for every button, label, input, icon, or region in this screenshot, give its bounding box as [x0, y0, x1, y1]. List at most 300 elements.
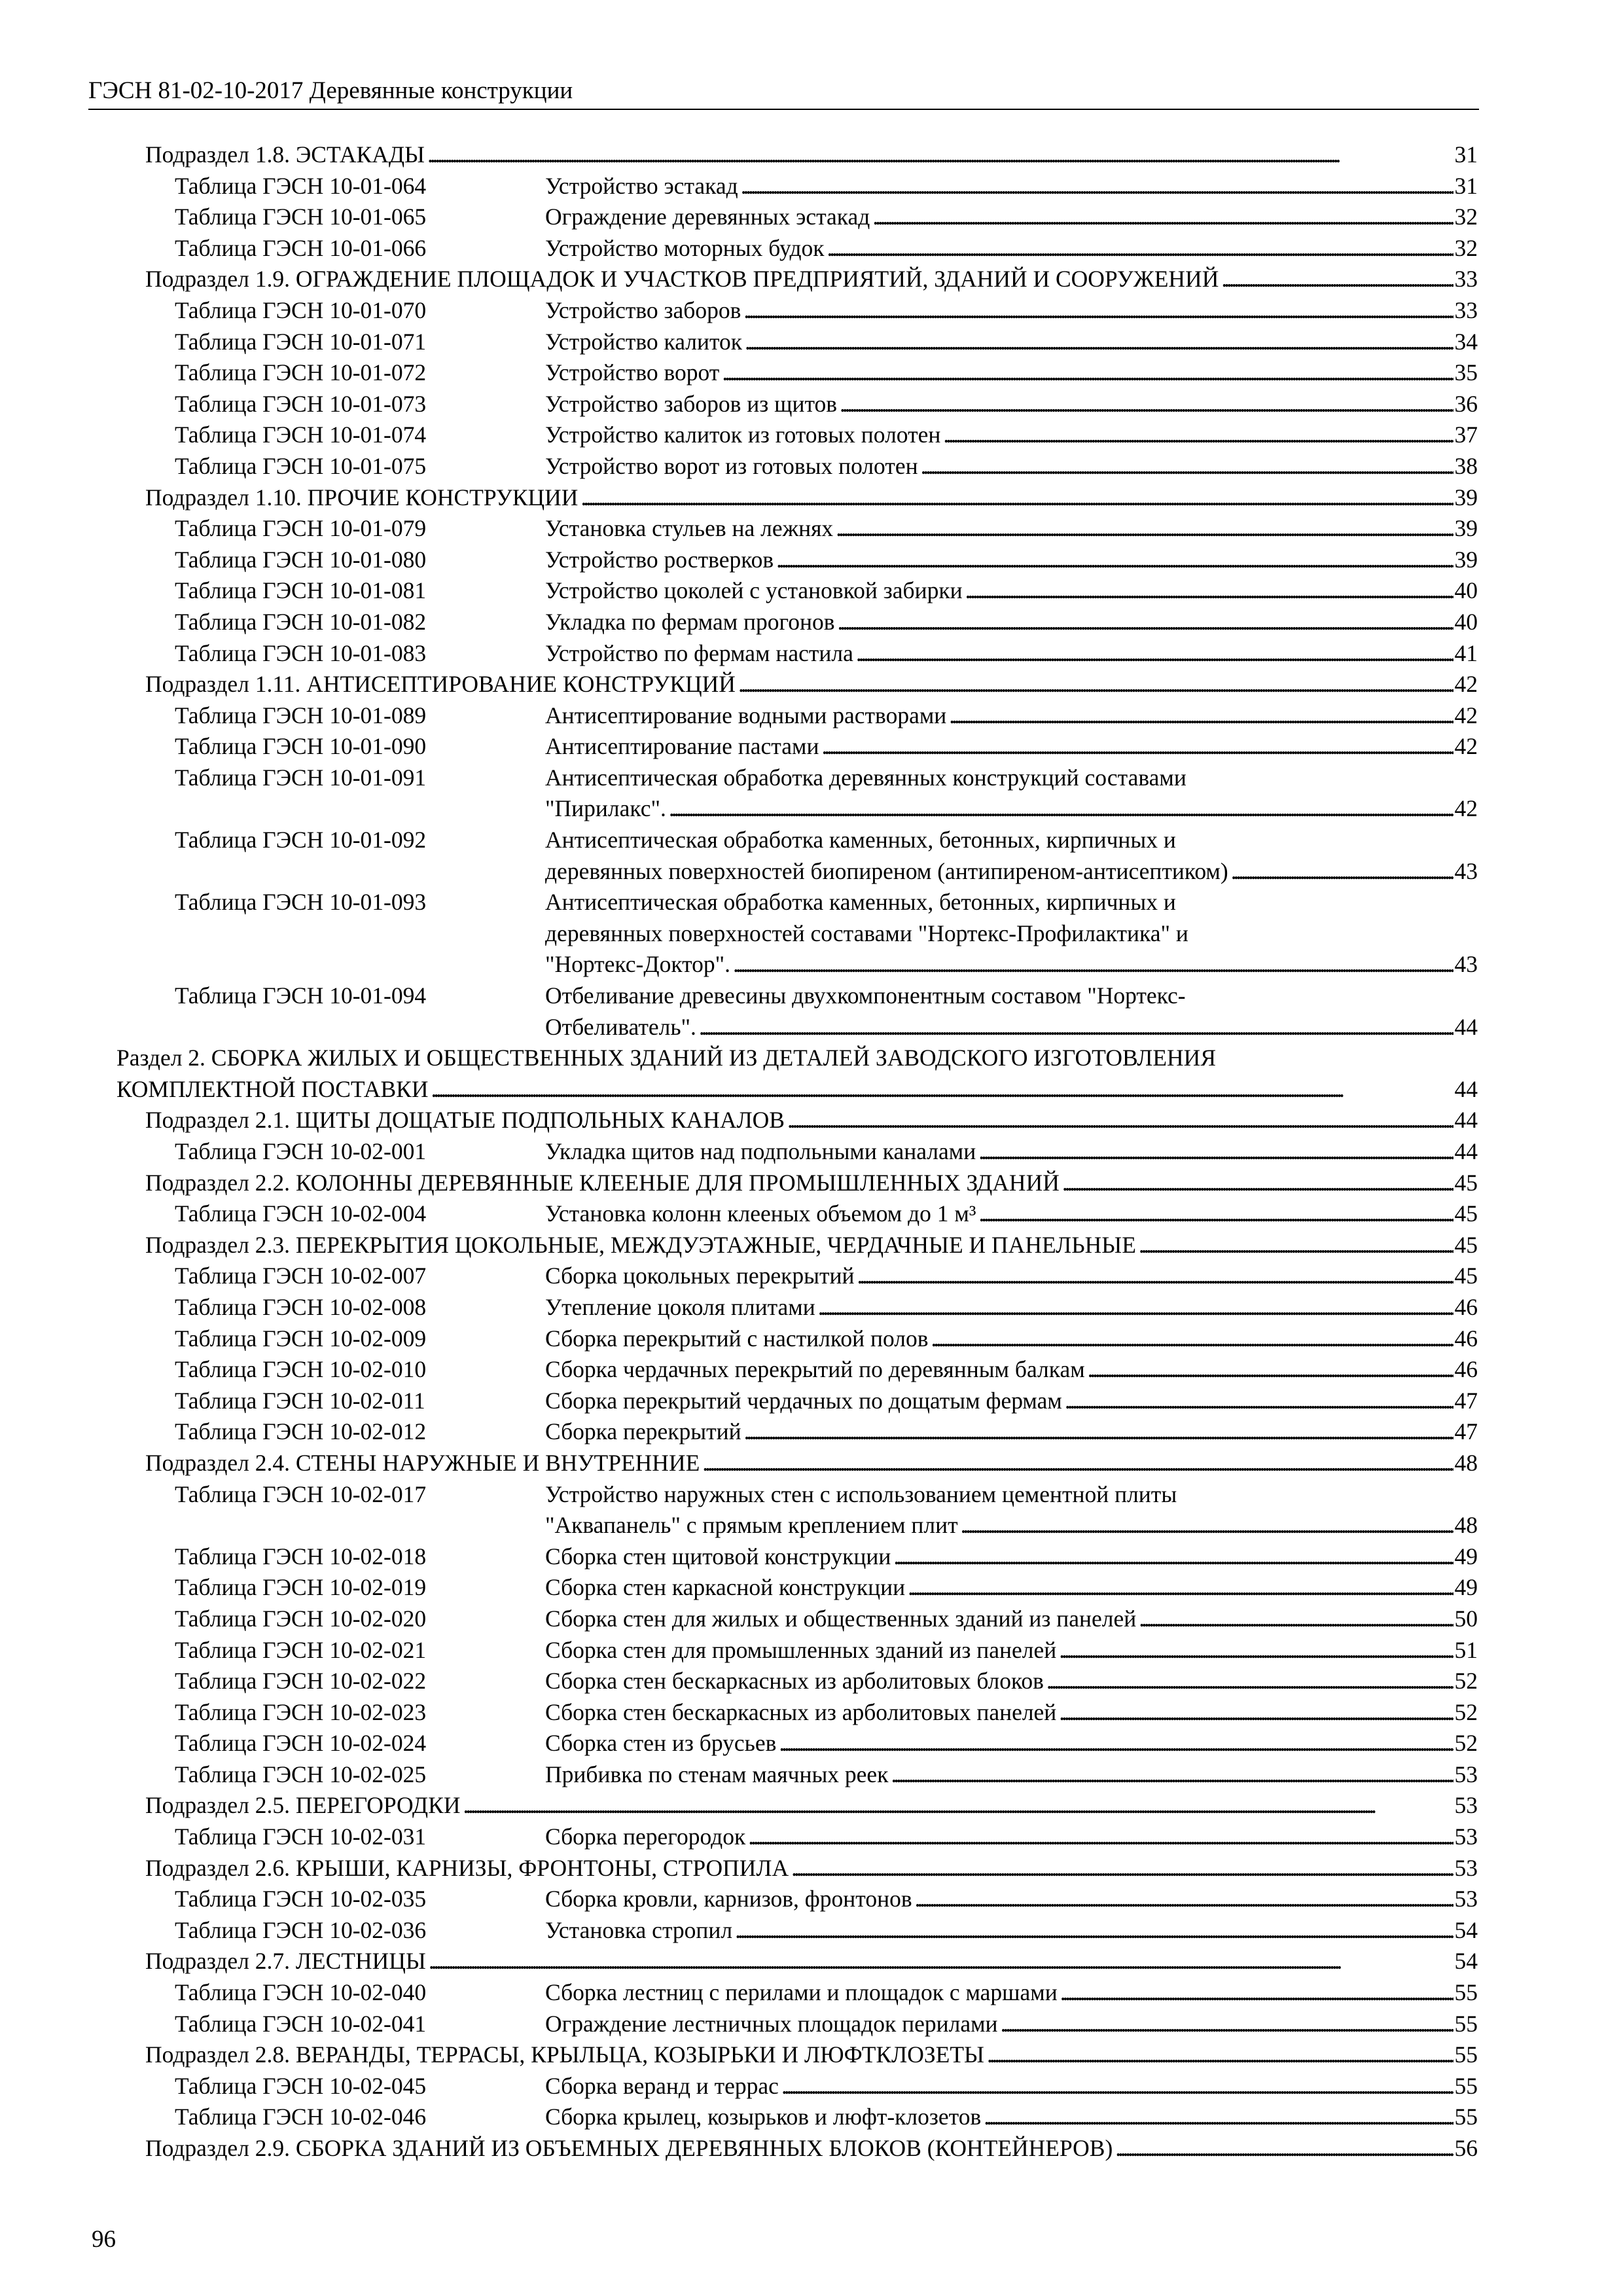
- entry-title: Устройство моторных будок: [545, 233, 827, 264]
- entry-page: 53: [1454, 1884, 1478, 1915]
- toc-line: [0, 1105, 1623, 1136]
- toc-entry-table: [0, 327, 1623, 358]
- entry-title: Подраздел 2.1. ЩИТЫ ДОЩАТЫЕ ПОДПОЛЬНЫХ КАНАЛОВ: [145, 1105, 787, 1136]
- entry-title: Сборка стен из брусьев: [545, 1728, 779, 1759]
- toc-line: [0, 233, 1623, 264]
- table-code: Таблица ГЭСН 10-01-094: [175, 982, 427, 1009]
- table-code: Таблица ГЭСН 10-02-020: [175, 1605, 427, 1632]
- dot-leader: [776, 545, 1453, 576]
- entry-page: 46: [1454, 1323, 1478, 1355]
- toc-line: [0, 357, 1623, 389]
- entry-page: 39: [1454, 545, 1478, 576]
- toc-line: [0, 887, 1623, 918]
- entry-title: Ограждение деревянных эстакад: [545, 202, 872, 233]
- toc-line: [0, 139, 1623, 171]
- toc-entry-table: [0, 638, 1623, 670]
- dot-leader: [787, 1105, 1454, 1136]
- toc-entry-subsection: [0, 2133, 1623, 2164]
- dot-leader: [978, 1136, 1453, 1168]
- toc-entry-subsection: [0, 669, 1623, 700]
- dot-leader: [1139, 1604, 1453, 1635]
- table-code: Таблица ГЭСН 10-02-046: [175, 2104, 427, 2130]
- dot-leader: [702, 1448, 1453, 1479]
- toc-entry-subsection: [0, 1946, 1623, 1977]
- table-code: Таблица ГЭСН 10-01-093: [175, 889, 427, 916]
- table-code: Таблица ГЭСН 10-01-079: [175, 515, 427, 542]
- toc-entry-table: [0, 700, 1623, 732]
- entry-page: 32: [1454, 233, 1478, 264]
- entry-title: Сборка стен бескаркасных из арболитовых панелей: [545, 1697, 1059, 1729]
- entry-title: Отбеливание древесины двухкомпонентным составом "Нортекс-: [545, 982, 1186, 1009]
- table-code: Таблица ГЭСН 10-02-008: [175, 1293, 427, 1320]
- entry-title: Раздел 2. СБОРКА ЖИЛЫХ И ОБЩЕСТВЕННЫХ ЗДАНИЙ ИЗ ДЕТАЛЕЙ ЗАВОДСКОГО ИЗГОТОВЛЕНИЯ: [116, 1045, 1216, 1071]
- toc-line: [0, 1915, 1623, 1946]
- entry-title: КОМПЛЕКТНОЙ ПОСТАВКИ: [116, 1074, 431, 1105]
- table-code: Таблица ГЭСН 10-01-070: [175, 296, 427, 323]
- toc-line: [0, 731, 1623, 762]
- toc-line: [0, 1136, 1623, 1168]
- toc-entry-subsection: [0, 2039, 1623, 2071]
- dot-leader: [738, 669, 1454, 700]
- entry-page: 31: [1454, 171, 1478, 202]
- entry-title: Подраздел 2.8. ВЕРАНДЫ, ТЕРРАСЫ, КРЫЛЬЦА, КОЗЫРЬКИ И ЛЮФТКЛОЗЕТЫ: [145, 2039, 987, 2071]
- table-code: Таблица ГЭСН 10-02-035: [175, 1886, 427, 1912]
- dot-leader: [893, 1541, 1453, 1573]
- toc-line: [0, 1323, 1623, 1355]
- table-code: Таблица ГЭСН 10-02-036: [175, 1916, 427, 1943]
- toc-line: [0, 1821, 1623, 1853]
- dot-leader: [931, 1323, 1453, 1355]
- entry-title: Сборка стен щитовой конструкции: [545, 1541, 893, 1573]
- toc-entry-subsection: [0, 482, 1623, 514]
- entry-title: Установка стульев на лежнях: [545, 513, 836, 545]
- table-code: Таблица ГЭСН 10-02-019: [175, 1574, 427, 1601]
- toc-entry-table: [0, 171, 1623, 202]
- toc-line: [0, 1946, 1623, 1977]
- toc-entry-table: [0, 825, 1623, 887]
- toc-line: [0, 171, 1623, 202]
- dot-leader: [733, 949, 1453, 980]
- dot-leader: [821, 731, 1453, 762]
- table-code: Таблица ГЭСН 10-01-089: [175, 702, 427, 728]
- toc-line: [0, 1386, 1623, 1417]
- toc-entry-table: [0, 1915, 1623, 1946]
- entry-page: 44: [1454, 1136, 1478, 1168]
- table-code: Таблица ГЭСН 10-02-040: [175, 1979, 427, 2006]
- entry-title: Подраздел 2.3. ПЕРЕКРЫТИЯ ЦОКОЛЬНЫЕ, МЕЖДУЭТАЖНЫЕ, ЧЕРДАЧНЫЕ И ПАНЕЛЬНЫЕ: [145, 1230, 1139, 1261]
- toc-entry-table: [0, 389, 1623, 420]
- toc-line: [0, 482, 1623, 514]
- table-code: Таблица ГЭСН 10-02-021: [175, 1636, 427, 1663]
- toc-line: [0, 1790, 1623, 1821]
- table-code: Таблица ГЭСН 10-02-017: [175, 1480, 427, 1507]
- toc-line: [0, 669, 1623, 700]
- dot-leader: [699, 1012, 1454, 1043]
- dot-leader: [943, 420, 1453, 451]
- toc-line: [0, 545, 1623, 576]
- toc-line: [0, 1977, 1623, 2009]
- entry-page: 44: [1454, 1012, 1478, 1043]
- toc-line: [0, 1666, 1623, 1697]
- entry-page: 49: [1454, 1541, 1478, 1573]
- toc-entry-table: [0, 2071, 1623, 2102]
- entry-page: 48: [1454, 1448, 1478, 1479]
- toc-line: [0, 1354, 1623, 1386]
- entry-title: Сборка стен для жилых и общественных зданий из панелей: [545, 1604, 1139, 1635]
- entry-page: 43: [1454, 949, 1478, 980]
- toc-entry-table: [0, 887, 1623, 980]
- toc-line: [0, 607, 1623, 638]
- dot-leader: [984, 2102, 1453, 2133]
- entry-title: Подраздел 1.9. ОГРАЖДЕНИЕ ПЛОЩАДОК И УЧАСТКОВ ПРЕДПРИЯТИЙ, ЗДАНИЙ И СООРУЖЕНИЙ: [145, 264, 1221, 295]
- table-code: Таблица ГЭСН 10-02-045: [175, 2072, 427, 2099]
- dot-leader: [791, 1853, 1453, 1884]
- toc-entry-table: [0, 233, 1623, 264]
- toc-entry-table: [0, 1728, 1623, 1759]
- table-code: Таблица ГЭСН 10-02-001: [175, 1138, 427, 1164]
- table-code: Таблица ГЭСН 10-02-024: [175, 1730, 427, 1757]
- toc-line: [0, 420, 1623, 451]
- toc-entry-section: [0, 1043, 1623, 1105]
- dot-leader: [748, 1821, 1453, 1853]
- dot-leader: [840, 389, 1453, 420]
- dot-leader: [961, 1510, 1454, 1541]
- entry-title: Подраздел 2.5. ПЕРЕГОРОДКИ: [145, 1790, 463, 1821]
- table-code: Таблица ГЭСН 10-02-009: [175, 1325, 427, 1352]
- entry-title: Подраздел 2.4. СТЕНЫ НАРУЖНЫЕ И ВНУТРЕННИЕ: [145, 1448, 702, 1479]
- entry-page: 45: [1454, 1168, 1478, 1199]
- entry-page: 55: [1454, 2039, 1478, 2071]
- dot-leader: [915, 1884, 1454, 1915]
- toc-line: [0, 1510, 1623, 1541]
- table-code: Таблица ГЭСН 10-02-004: [175, 1200, 427, 1227]
- toc-entry-subsection: [0, 264, 1623, 295]
- table-code: Таблица ГЭСН 10-02-012: [175, 1418, 427, 1445]
- toc-line: [0, 513, 1623, 545]
- dot-leader: [429, 1946, 1454, 1977]
- entry-page: 52: [1454, 1728, 1478, 1759]
- entry-title: Сборка перекрытий: [545, 1416, 744, 1448]
- entry-title: Сборка перегородок: [545, 1821, 748, 1853]
- entry-page: 34: [1454, 327, 1478, 358]
- toc-entry-table: [0, 1354, 1623, 1386]
- toc-entry-table: [0, 1635, 1623, 1666]
- entry-page: 48: [1454, 1510, 1478, 1541]
- entry-title: Сборка перекрытий с настилкой полов: [545, 1323, 931, 1355]
- dot-leader: [744, 1416, 1454, 1448]
- toc-line: [0, 1604, 1623, 1635]
- entry-title: Сборка стен бескаркасных из арболитовых блоков: [545, 1666, 1046, 1697]
- dot-leader: [1001, 2009, 1454, 2040]
- toc-line: [0, 1043, 1623, 1074]
- entry-page: 55: [1454, 2009, 1478, 2040]
- toc-line: [0, 2071, 1623, 2102]
- table-code: Таблица ГЭСН 10-01-082: [175, 608, 427, 635]
- entry-page: 53: [1454, 1759, 1478, 1791]
- dot-leader: [818, 1292, 1454, 1323]
- toc-entry-table: [0, 1323, 1623, 1355]
- entry-title: Антисептическая обработка каменных, бетонных, кирпичных и: [545, 827, 1176, 853]
- toc-line: [0, 2133, 1623, 2164]
- entry-page: 31: [1454, 139, 1478, 171]
- toc-entry-table: [0, 1261, 1623, 1292]
- entry-page: 55: [1454, 1977, 1478, 2009]
- dot-leader: [965, 575, 1454, 607]
- toc-entry-table: [0, 1977, 1623, 2009]
- entry-title: Антисептическая обработка деревянных конструкций составами: [545, 764, 1186, 791]
- dot-leader: [669, 793, 1454, 825]
- page-number: 96: [92, 2226, 116, 2253]
- table-code: Таблица ГЭСН 10-01-090: [175, 733, 427, 760]
- entry-title: Подраздел 2.6. КРЫШИ, КАРНИЗЫ, ФРОНТОНЫ, СТРОПИЛА: [145, 1853, 791, 1884]
- entry-title: Отбеливатель".: [545, 1012, 699, 1043]
- entry-title: Подраздел 1.11. АНТИСЕПТИРОВАНИЕ КОНСТРУКЦИЙ: [145, 669, 738, 700]
- toc-entry-table: [0, 1759, 1623, 1791]
- entry-title: Укладка по фермам прогонов: [545, 607, 838, 638]
- dot-leader: [1231, 856, 1454, 888]
- entry-page: 44: [1454, 1105, 1478, 1136]
- dot-leader: [1059, 1697, 1453, 1729]
- toc-entry-table: [0, 1821, 1623, 1853]
- entry-title: Устройство цоколей с установкой забирки: [545, 575, 965, 607]
- entry-title: Сборка стен для промышленных зданий из панелей: [545, 1635, 1059, 1666]
- entry-page: 45: [1454, 1230, 1478, 1261]
- toc-line: [0, 202, 1623, 233]
- dot-leader: [979, 1198, 1454, 1230]
- entry-page: 53: [1454, 1790, 1478, 1821]
- entry-title: Подраздел 2.2. КОЛОННЫ ДЕРЕВЯННЫЕ КЛЕЕНЫЕ ДЛЯ ПРОМЫШЛЕННЫХ ЗДАНИЙ: [145, 1168, 1062, 1199]
- dot-leader: [735, 1915, 1453, 1946]
- toc-entry-table: [0, 513, 1623, 545]
- entry-page: 52: [1454, 1697, 1478, 1729]
- toc-line: [0, 1697, 1623, 1729]
- table-code: Таблица ГЭСН 10-01-073: [175, 390, 427, 417]
- entry-title: Подраздел 2.9. СБОРКА ЗДАНИЙ ИЗ ОБЪЕМНЫХ ДЕРЕВЯННЫХ БЛОКОВ (КОНТЕЙНЕРОВ): [145, 2133, 1115, 2164]
- entry-page: 33: [1454, 295, 1478, 327]
- entry-page: 50: [1454, 1604, 1478, 1635]
- dot-leader: [856, 638, 1454, 670]
- running-header: ГЭСН 81-02-10-2017 Деревянные конструкции: [88, 75, 1479, 110]
- entry-page: 47: [1454, 1386, 1478, 1417]
- toc-line: [0, 1012, 1623, 1043]
- table-code: Таблица ГЭСН 10-02-011: [175, 1387, 425, 1414]
- entry-title: Устройство эстакад: [545, 171, 741, 202]
- toc-entry-table: [0, 1292, 1623, 1323]
- entry-page: 46: [1454, 1354, 1478, 1386]
- dot-leader: [1059, 1635, 1453, 1666]
- dot-leader: [1115, 2133, 1453, 2164]
- toc-entry-table: [0, 1572, 1623, 1604]
- dot-leader: [827, 233, 1454, 264]
- entry-page: 47: [1454, 1416, 1478, 1448]
- entry-title: деревянных поверхностей биопиреном (антипиреном-антисептиком): [545, 856, 1231, 888]
- toc-entry-table: [0, 1666, 1623, 1697]
- toc-entry-table: [0, 545, 1623, 576]
- entry-title: Сборка кровли, карнизов, фронтонов: [545, 1884, 915, 1915]
- entry-title: Устройство ворот из готовых полотен: [545, 451, 921, 482]
- table-code: Таблица ГЭСН 10-01-065: [175, 204, 427, 230]
- toc-entry-table: [0, 731, 1623, 762]
- toc-line: [0, 1541, 1623, 1573]
- dot-leader: [872, 202, 1453, 233]
- toc-entry-table: [0, 575, 1623, 607]
- table-code: Таблица ГЭСН 10-02-010: [175, 1356, 427, 1383]
- toc-entry-table: [0, 1416, 1623, 1448]
- entry-title: Устройство ростверков: [545, 545, 776, 576]
- dot-leader: [1139, 1230, 1454, 1261]
- table-code: Таблица ГЭСН 10-01-091: [175, 764, 427, 791]
- toc-entry-table: [0, 2102, 1623, 2133]
- entry-title: Устройство заборов из щитов: [545, 389, 840, 420]
- toc-entry-table: [0, 1697, 1623, 1729]
- toc-line: [0, 638, 1623, 670]
- dot-leader: [781, 2071, 1454, 2102]
- toc-entry-table: [0, 607, 1623, 638]
- entry-title: Укладка щитов над подпольными каналами: [545, 1136, 978, 1168]
- entry-page: 42: [1454, 700, 1478, 732]
- toc-line: [0, 1448, 1623, 1479]
- toc-line: [0, 1230, 1623, 1261]
- entry-page: 43: [1454, 856, 1478, 888]
- entry-title: Подраздел 1.8. ЭСТАКАДЫ: [145, 139, 427, 171]
- table-code: Таблица ГЭСН 10-01-081: [175, 577, 427, 604]
- dot-leader: [908, 1572, 1453, 1604]
- entry-page: 42: [1454, 793, 1478, 825]
- toc-entry-table: [0, 451, 1623, 482]
- toc-line: [0, 1884, 1623, 1915]
- dot-leader: [1062, 1168, 1454, 1199]
- toc-line: [0, 1416, 1623, 1448]
- entry-page: 53: [1454, 1821, 1478, 1853]
- entry-title: Прибивка по стенам маячных реек: [545, 1759, 891, 1791]
- toc-line: [0, 1853, 1623, 1884]
- toc-entry-table: [0, 1198, 1623, 1230]
- entry-page: 32: [1454, 202, 1478, 233]
- entry-page: 39: [1454, 513, 1478, 545]
- toc-entry-table: [0, 1479, 1623, 1541]
- entry-title: Сборка перекрытий чердачных по дощатым фермам: [545, 1386, 1065, 1417]
- entry-title: Сборка веранд и террас: [545, 2071, 781, 2102]
- toc-entry-table: [0, 1541, 1623, 1573]
- toc-line: [0, 856, 1623, 888]
- toc-line: [0, 2009, 1623, 2040]
- dot-leader: [857, 1261, 1454, 1292]
- entry-title: Сборка крылец, козырьков и люфт-клозетов: [545, 2102, 984, 2133]
- entry-title: Сборка стен каркасной конструкции: [545, 1572, 908, 1604]
- entry-title: Ограждение лестничных площадок перилами: [545, 2009, 1001, 2040]
- entry-title: "Пирилакс".: [545, 793, 669, 825]
- table-code: Таблица ГЭСН 10-01-066: [175, 234, 427, 261]
- entry-title: Устройство заборов: [545, 295, 743, 327]
- dot-leader: [745, 327, 1453, 358]
- entry-page: 51: [1454, 1635, 1478, 1666]
- entry-page: 52: [1454, 1666, 1478, 1697]
- entry-title: Устройство калиток из готовых полотен: [545, 420, 943, 451]
- toc-line: [0, 1635, 1623, 1666]
- entry-page: 45: [1454, 1261, 1478, 1292]
- dot-leader: [1065, 1386, 1454, 1417]
- entry-title: "Нортекс-Доктор".: [545, 949, 733, 980]
- dot-leader: [427, 139, 1453, 171]
- toc-line: [0, 918, 1623, 950]
- toc-line: [0, 1759, 1623, 1791]
- toc-entry-subsection: [0, 139, 1623, 171]
- toc-entry-subsection: [0, 1790, 1623, 1821]
- entry-page: 55: [1454, 2102, 1478, 2133]
- dot-leader: [836, 513, 1453, 545]
- toc-entry-table: [0, 762, 1623, 825]
- entry-title: деревянных поверхностей составами "Нортекс-Профилактика" и: [545, 920, 1188, 946]
- entry-page: 56: [1454, 2133, 1478, 2164]
- table-code: Таблица ГЭСН 10-02-025: [175, 1761, 427, 1787]
- table-code: Таблица ГЭСН 10-01-092: [175, 827, 427, 853]
- entry-title: Сборка чердачных перекрытий по деревянным балкам: [545, 1354, 1088, 1386]
- entry-page: 39: [1454, 482, 1478, 514]
- entry-page: 53: [1454, 1853, 1478, 1884]
- entry-page: 45: [1454, 1198, 1478, 1230]
- table-code: Таблица ГЭСН 10-01-083: [175, 639, 427, 666]
- entry-page: 37: [1454, 420, 1478, 451]
- entry-title: Сборка лестниц с перилами и площадок с маршами: [545, 1977, 1060, 2009]
- toc-line: [0, 2102, 1623, 2133]
- entry-title: Антисептическая обработка каменных, бетонных, кирпичных и: [545, 889, 1176, 916]
- dot-leader: [779, 1728, 1453, 1759]
- table-code: Таблица ГЭСН 10-02-023: [175, 1698, 427, 1725]
- dot-leader: [580, 482, 1453, 514]
- entry-title: Утепление цоколя плитами: [545, 1292, 818, 1323]
- entry-page: 35: [1454, 357, 1478, 389]
- toc-line: [0, 1074, 1623, 1105]
- toc-line: [0, 825, 1623, 856]
- entry-page: 55: [1454, 2071, 1478, 2102]
- dot-leader: [463, 1790, 1453, 1821]
- dot-leader: [1060, 1977, 1454, 2009]
- toc-line: [0, 1572, 1623, 1604]
- entry-page: 33: [1454, 264, 1478, 295]
- toc-entry-subsection: [0, 1230, 1623, 1261]
- table-code: Таблица ГЭСН 10-01-071: [175, 328, 427, 355]
- entry-page: 40: [1454, 575, 1478, 607]
- entry-title: Устройство калиток: [545, 327, 745, 358]
- table-code: Таблица ГЭСН 10-01-072: [175, 359, 427, 386]
- toc-line: [0, 1168, 1623, 1199]
- dot-leader: [1221, 264, 1453, 295]
- dot-leader: [891, 1759, 1453, 1791]
- table-code: Таблица ГЭСН 10-01-064: [175, 172, 427, 199]
- toc-entry-subsection: [0, 1105, 1623, 1136]
- dot-leader: [921, 451, 1454, 482]
- table-code: Таблица ГЭСН 10-01-080: [175, 546, 427, 573]
- table-code: Таблица ГЭСН 10-01-075: [175, 452, 427, 479]
- dot-leader: [743, 295, 1453, 327]
- toc-line: [0, 1261, 1623, 1292]
- toc-line: [0, 264, 1623, 295]
- toc-entry-table: [0, 202, 1623, 233]
- toc-line: [0, 327, 1623, 358]
- dot-leader: [987, 2039, 1454, 2071]
- entry-title: Сборка цокольных перекрытий: [545, 1261, 857, 1292]
- table-code: Таблица ГЭСН 10-02-022: [175, 1668, 427, 1695]
- toc-line: [0, 575, 1623, 607]
- toc-entry-subsection: [0, 1448, 1623, 1479]
- entry-page: 42: [1454, 669, 1478, 700]
- dot-leader: [949, 700, 1453, 732]
- entry-page: 38: [1454, 451, 1478, 482]
- toc-line: [0, 1198, 1623, 1230]
- table-code: Таблица ГЭСН 10-02-031: [175, 1823, 427, 1850]
- toc-entry-table: [0, 295, 1623, 327]
- toc-entry-table: [0, 1884, 1623, 1915]
